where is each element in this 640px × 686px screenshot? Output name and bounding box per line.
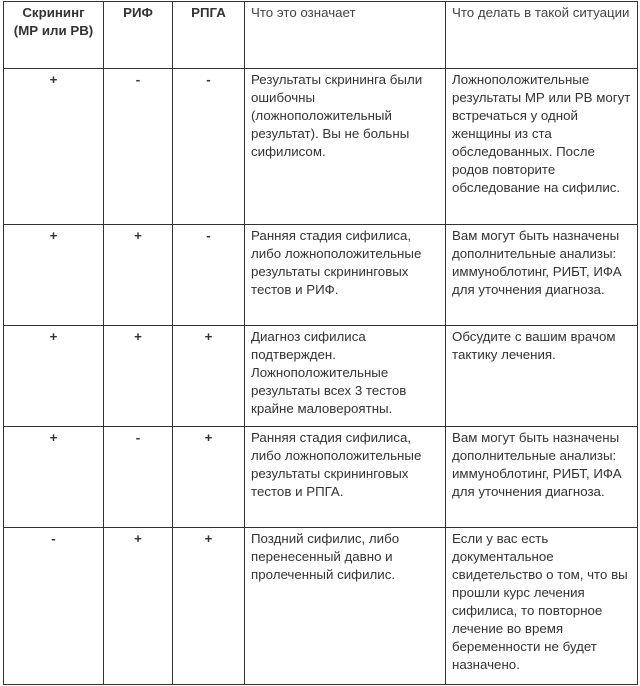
rpga-result: - bbox=[173, 225, 245, 326]
meaning-text: Результаты скрининга были ошибочны (ложноположительный результат). Вы не больны сифилисом. bbox=[245, 69, 446, 225]
table-row bbox=[4, 69, 638, 225]
screening-result: + bbox=[4, 69, 104, 225]
syphilis-test-results-table bbox=[3, 1, 638, 685]
meaning-text: Поздний сифилис, либо перенесенный давно и пролеченный сифилис. bbox=[245, 528, 446, 685]
rpga-result: + bbox=[173, 326, 245, 427]
table-row bbox=[4, 326, 638, 427]
action-text: Ложноположительные результаты МР или РВ могут встречаться у одной женщины из ста обследованных. После родов повторите обследование на сифилис. bbox=[446, 69, 638, 225]
action-text: Вам могут быть назначены дополнительные анализы: иммуноблотинг, РИБТ, ИФА для уточнения диагноза. bbox=[446, 225, 638, 326]
screening-result: - bbox=[4, 528, 104, 685]
header-screening: Скрининг (МР или РВ) bbox=[4, 2, 104, 69]
table-row bbox=[4, 528, 638, 685]
rif-result: - bbox=[104, 427, 173, 528]
meaning-text: Ранняя стадия сифилиса, либо ложноположительные результаты скрининговых тестов и РПГА. bbox=[245, 427, 446, 528]
action-text: Если у вас есть документальное свидетельство о том, что вы прошли курс лечения сифилиса, то повторное лечение во время беременности не будет назначено. bbox=[446, 528, 638, 685]
rpga-result: + bbox=[173, 427, 245, 528]
header-rif: РИФ bbox=[104, 2, 173, 69]
rif-result: + bbox=[104, 528, 173, 685]
header-row bbox=[4, 2, 638, 69]
meaning-text: Ранняя стадия сифилиса, либо ложноположительные результаты скрининговых тестов и РИФ. bbox=[245, 225, 446, 326]
action-text: Вам могут быть назначены дополнительные анализы: иммуноблотинг, РИБТ, ИФА для уточнения диагноза. bbox=[446, 427, 638, 528]
screening-result: + bbox=[4, 427, 104, 528]
header-rpga: РПГА bbox=[173, 2, 245, 69]
rif-result: + bbox=[104, 326, 173, 427]
rpga-result: - bbox=[173, 69, 245, 225]
meaning-text: Диагноз сифилиса подтвержден. Ложноположительные результаты всех 3 тестов крайне маловероятны. bbox=[245, 326, 446, 427]
table-row bbox=[4, 225, 638, 326]
rif-result: + bbox=[104, 225, 173, 326]
header-action: Что делать в такой ситуации bbox=[446, 2, 638, 69]
table-row bbox=[4, 427, 638, 528]
rpga-result: + bbox=[173, 528, 245, 685]
rif-result: - bbox=[104, 69, 173, 225]
action-text: Обсудите с вашим врачом тактику лечения. bbox=[446, 326, 638, 427]
header-meaning: Что это означает bbox=[245, 2, 446, 69]
screening-result: + bbox=[4, 225, 104, 326]
screening-result: + bbox=[4, 326, 104, 427]
